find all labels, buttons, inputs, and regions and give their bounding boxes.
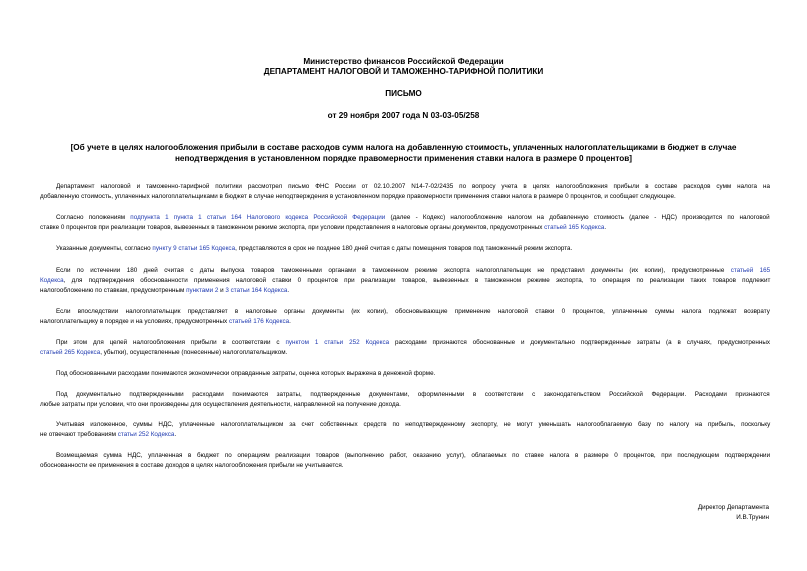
paragraph-4 — [40, 266, 770, 295]
title-line-2: неподтверждения в установленном порядке правомерности применения ставки налога в размере 0 процентов] — [174, 154, 633, 163]
text: . — [289, 317, 291, 325]
text: . — [604, 223, 607, 231]
paragraph-10-line-2: обоснованности ее применения в составе доходов в целях налогообложения прибыли не учитывается. — [40, 461, 344, 469]
link-art-165-a[interactable]: статьей 165 — [730, 267, 771, 274]
text: налогообложению по ставкам, предусмотренным — [40, 286, 187, 294]
paragraph-8-line-2: любые затраты при условии, что они произведены для осуществления деятельности, направленной на получение дохода. — [40, 400, 401, 408]
paragraph-3 — [40, 244, 770, 254]
document-date: от 29 ноября 2007 года N 03-03-05/258 — [327, 111, 480, 120]
letter-header — [0, 57, 807, 77]
paragraph-5-line-1: Если впоследствии налогоплательщик представляет в налоговые органы документы (их копии), обосновывающие применение налоговой ставки 0 процентов, уплаченные суммы налога подлежат возврату — [56, 308, 770, 315]
text: налогоплательщику в порядке и на условиях, предусмотренных — [40, 317, 229, 325]
paragraph-9-line-1: Учитывая изложенное, суммы НДС, уплаченные налогоплательщиком за счет собственных средств по неподтвержденному экспорту, не могут уменьшать налогооблагаемую базу по налогу на прибыль, поскольку — [56, 421, 771, 428]
text: , представляются в срок не позднее 180 дней считая с даты помещения товаров под таможенный режим экспорта. — [235, 245, 573, 252]
paragraph-6-line-1 — [40, 338, 770, 348]
text: (далее - Кодекс) налогообложение налогом на добавленную стоимость (далее - НДС) производится по налоговой — [385, 214, 770, 221]
paragraph-2-line-1 — [40, 213, 770, 223]
text: . — [287, 286, 290, 294]
paragraph-4-line-1 — [40, 266, 770, 276]
link-art-265[interactable]: статьей 265 Кодекса — [40, 348, 101, 356]
paragraph-2-line-2 — [40, 223, 770, 233]
link-art-165[interactable]: статьей 165 Кодекса — [544, 223, 605, 231]
department-name: ДЕПАРТАМЕНТ НАЛОГОВОЙ И ТАМОЖЕННО-ТАРИФНОЙ ПОЛИТИКИ — [263, 67, 544, 76]
title-line-1: [Об учете в целях налогообложения прибыли в составе расходов сумм налога на добавленную стоимость, уплаченных налогоплательщиками в бюджет в случае — [70, 143, 737, 152]
text: расходами признаются обоснованные и документально подтвержденные затраты (а в случаях, предусмотренных — [389, 339, 771, 346]
link-art-165-b[interactable]: Кодекса — [40, 276, 64, 284]
document-title — [30, 142, 777, 164]
text: и — [218, 286, 226, 294]
paragraph-10-line-1: Возмещаемая сумма НДС, уплаченная в бюджет по операциям реализации товаров (выполнению работ, оказанию услуг), облагаемых по ставке налога в размере 0 процентов, при последующем подтверждении — [56, 452, 771, 459]
paragraph-9-line-2 — [40, 430, 770, 440]
text: не отвечают требованиям — [40, 430, 118, 438]
paragraph-1-line-1: Департамент налоговой и таможенно-тарифной политики рассмотрел письмо ФНС России от 02.10.2007 N14-7-02/2435 по вопросу учета в целях налогообложения прибыли в составе расходов сумм налога на — [56, 183, 770, 190]
text: ставке 0 процентов при реализации товаров, вывезенных в таможенном режиме экспорта, при условии представления в налоговые органы документов, предусмотренных — [40, 223, 545, 231]
link-art-164-p2[interactable]: пунктами 2 — [186, 286, 219, 294]
signer-name: И.В.Трунин — [736, 514, 769, 521]
signer-position: Директор Департамента — [697, 504, 769, 511]
paragraph-9 — [40, 420, 770, 440]
paragraph-8 — [40, 390, 770, 410]
paragraph-5-line-2 — [40, 317, 770, 327]
link-art-164-p3[interactable]: 3 статьи 164 Кодекса — [225, 286, 288, 294]
paragraph-1 — [40, 182, 770, 202]
paragraph-5 — [40, 307, 770, 327]
link-art-165-p9[interactable]: пункту 9 статьи 165 Кодекса — [152, 245, 236, 252]
paragraph-8-line-1: Под документально подтвержденными расходами понимаются затраты, подтвержденные документами, оформленными в соответствии с законодательством Российской Федерации. Расходами признаются — [56, 391, 770, 398]
link-art-252[interactable]: статьи 252 Кодекса — [117, 430, 175, 438]
text: , для подтверждения обоснованности применения налоговой ставки 0 процентов при реализации товаров, вывезенных в таможенном режиме экспорта, то операция по реализации таких товаров подлежит — [63, 276, 771, 284]
text: , убытки), осуществленные (понесенные) налогоплательщиком. — [100, 348, 288, 356]
text: При этом для целей налогообложения прибыли в соответствии с — [56, 339, 286, 346]
paragraph-2 — [40, 213, 770, 233]
link-tax-code-art-164[interactable]: подпункта 1 пункта 1 статьи 164 Налогового кодекса Российской Федерации — [130, 214, 386, 221]
paragraph-6-line-2 — [40, 348, 770, 358]
link-art-252-p1[interactable]: пунктом 1 статьи 252 Кодекса — [285, 339, 390, 346]
link-art-176[interactable]: статьей 176 Кодекса — [228, 317, 290, 325]
paragraph-7-line-1: Под обоснованными расходами понимаются экономически оправданные затраты, оценка которых выражена в денежной форме. — [56, 370, 436, 377]
ministry-name: Министерство финансов Российской Федерации — [303, 57, 504, 66]
signature-block — [698, 503, 769, 523]
paragraph-6 — [40, 338, 770, 358]
paragraph-10 — [40, 451, 770, 471]
paragraph-3-line-1 — [40, 244, 770, 254]
text: Согласно положениям — [56, 214, 131, 221]
paragraph-1-line-2: добавленную стоимость, уплаченных налогоплательщиками в бюджет в случае неподтверждения в установленном порядке правомерности применения ставки налога в размере 0 процентов, и сообщает следующее. — [40, 192, 676, 200]
paragraph-7 — [40, 369, 770, 379]
text: Указанные документы, согласно — [56, 245, 153, 252]
paragraph-4-line-3 — [40, 286, 770, 296]
document-type: ПИСЬМО — [385, 89, 422, 98]
text: Если по истечении 180 дней считая с даты выпуска товаров таможенными органами в таможенном режиме экспорта налогоплательщик не представил документы (их копии), предусмотренные — [56, 267, 731, 274]
text: . — [174, 430, 177, 438]
paragraph-4-line-2 — [40, 276, 770, 286]
